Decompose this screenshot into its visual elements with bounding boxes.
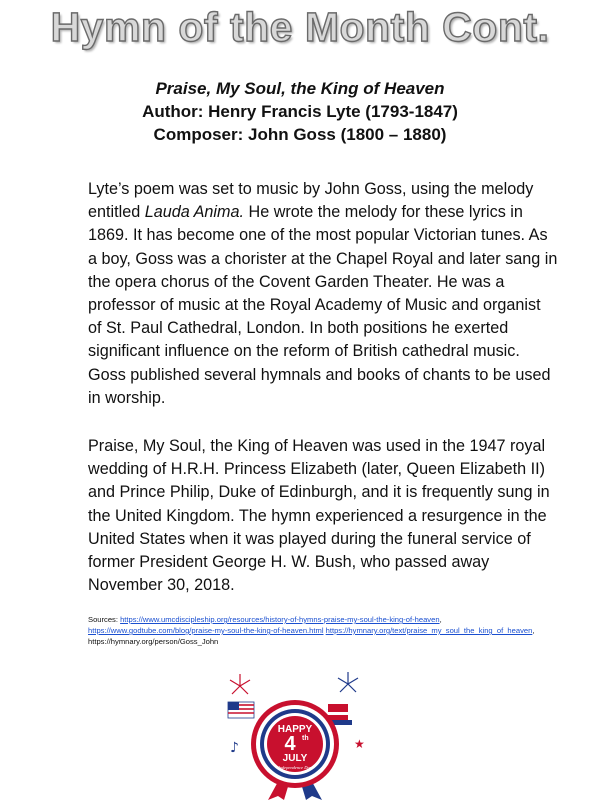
firework-icon xyxy=(230,674,250,694)
music-note-icon: ♪ xyxy=(230,740,239,756)
badge-number-text: 4 xyxy=(284,733,296,755)
para1-text-a: Lyte’s poem was set to music by John Goss, using the melody entitled xyxy=(88,180,534,222)
sources-label: Sources: xyxy=(88,615,121,624)
source-hymnary-person: https://hymnary.org/person/Goss_John xyxy=(88,637,219,646)
badge-independence-text: Independence Day xyxy=(278,765,312,770)
hymn-author: Author: Henry Francis Lyte (1793-1847) xyxy=(142,102,458,121)
melody-name: Lauda Anima. xyxy=(144,203,244,222)
badge-happy-text: HAPPY xyxy=(277,724,313,735)
source-link-godtube[interactable]: https://www.godtube.com/blog/praise-my-soul-the-king-of-heaven.html xyxy=(88,626,324,635)
sources-block xyxy=(88,614,548,647)
hymn-title: Praise, My Soul, the King of Heaven xyxy=(155,79,445,98)
source-separator: , xyxy=(532,626,535,635)
paragraph-royal-wedding: Praise, My Soul, the King of Heaven was used in the 1947 royal wedding of H.R.H. Princess Elizabeth (later, Queen Elizabeth II) and Prince Philip, Duke of Edinburgh, and it is frequently sung in the United Kingdom. The hymn experienced a resurgence in the United States when it was played during the funeral service of former President George H. W. Bush, who passed away November 30, 2018. xyxy=(88,437,550,595)
happy-4th-of-july-badge xyxy=(220,668,370,800)
hymn-composer: Composer: John Goss (1800 – 1880) xyxy=(153,125,447,144)
paragraph-goss-history xyxy=(88,178,558,410)
badge-july-text: JULY xyxy=(282,753,308,764)
firework-icon xyxy=(338,672,358,692)
source-link-hymnary-text[interactable]: https://hymnary.org/text/praise_my_soul_the_king_of_heaven xyxy=(325,626,533,635)
page-title: Hymn of the Month Cont. xyxy=(50,4,550,50)
star-icon: ★ xyxy=(354,737,365,751)
source-separator: , xyxy=(439,615,442,624)
para1-text-b: He wrote the melody for these lyrics in 1869. It has become one of the most popular Victorian tunes. As a boy, Goss was a chorister at the Chapel Royal and later sang in the opera chorus of the Covent Garden Theater. He was a professor of music at the Royal Academy of Music and organist of St. Paul Cathedral, London. In both positions he exerted significant influence on the reform of British cathedral music. Goss published several hymnals and books of chants to be used in worship. xyxy=(88,203,558,407)
flag-icon xyxy=(228,702,254,718)
badge-suffix-text: th xyxy=(302,735,309,742)
source-link-umc[interactable]: https://www.umcdiscipleship.org/resources/history-of-hymns-praise-my-soul-the-king-of-heaven xyxy=(120,615,440,624)
